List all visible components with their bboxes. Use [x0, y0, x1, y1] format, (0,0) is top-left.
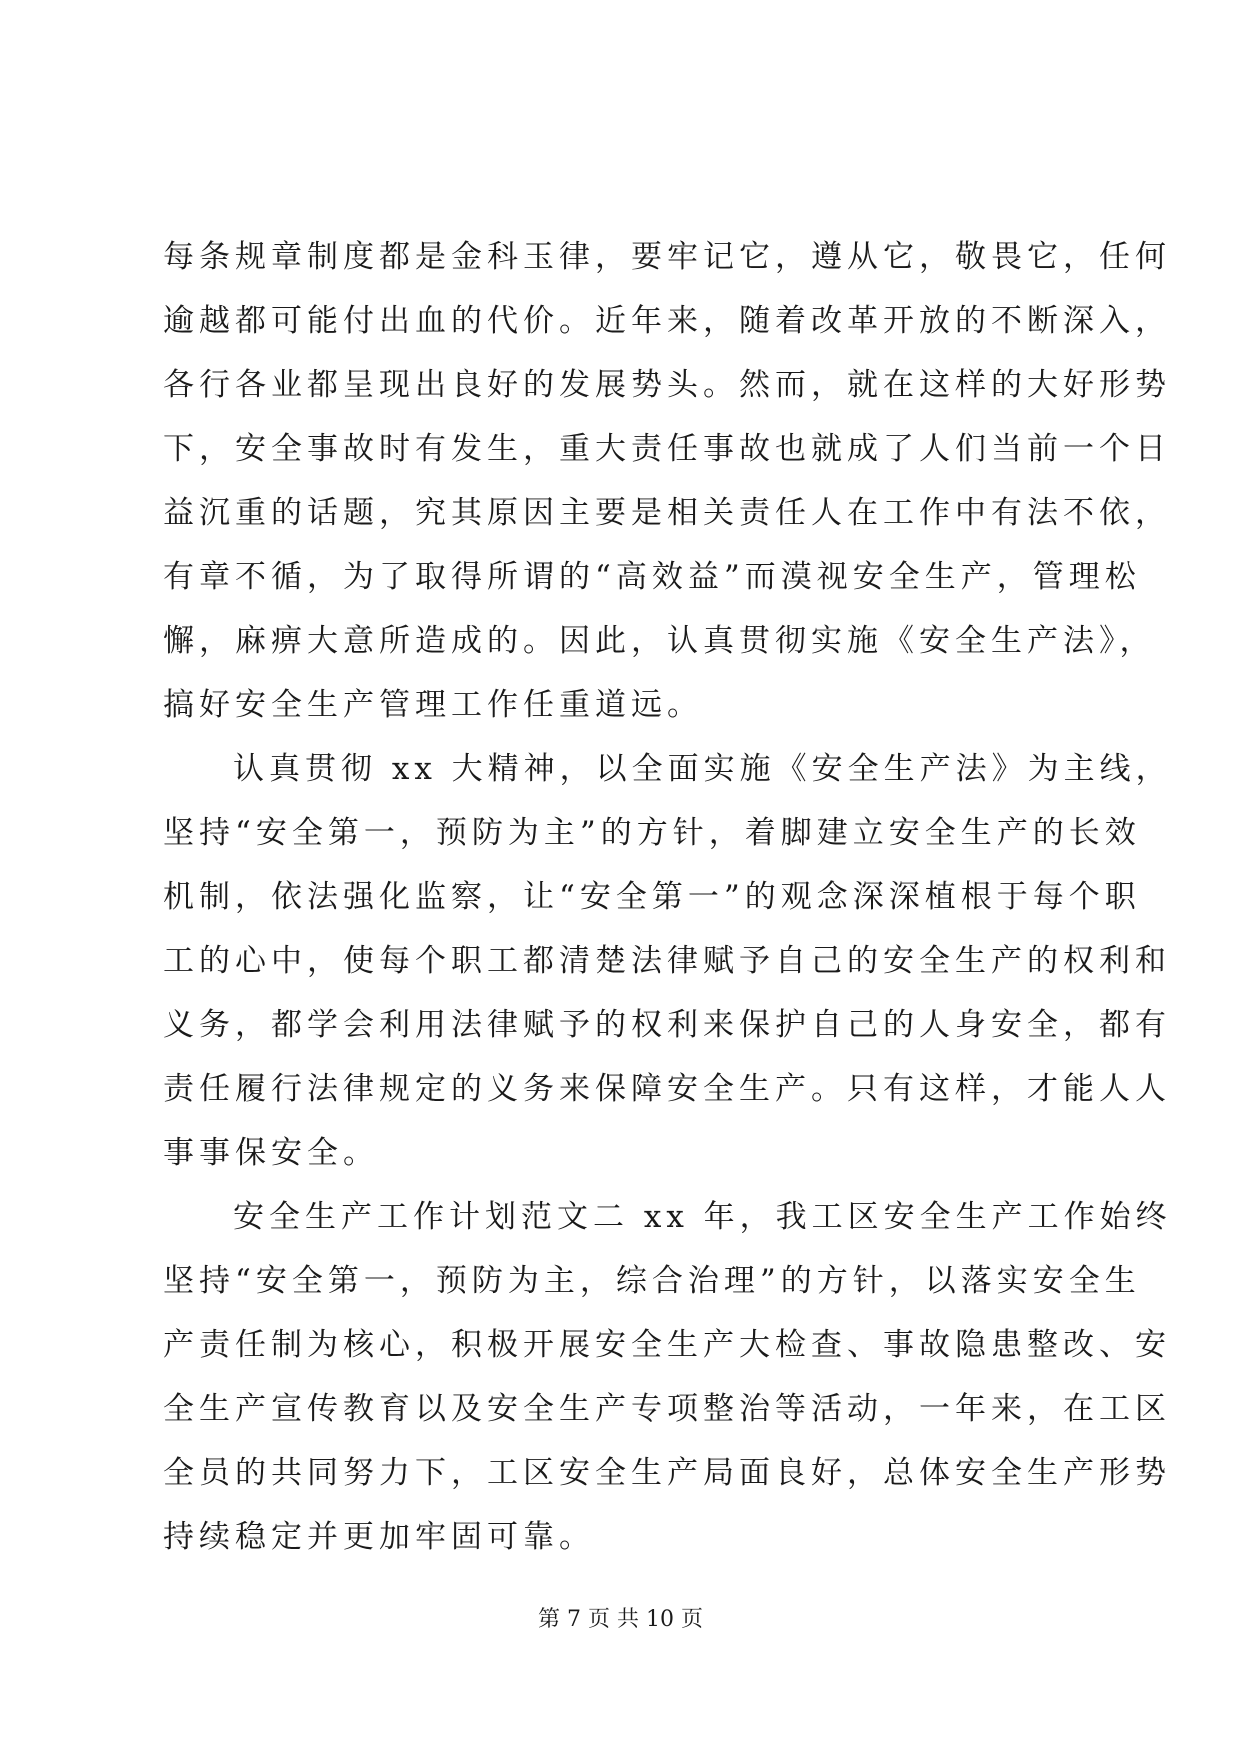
text-line: 懈，麻痹大意所造成的。因此，认真贯彻实施《安全生产法》，: [163, 623, 1156, 659]
text-line: 益沉重的话题，究其原因主要是相关责任人在工作中有法不依，: [163, 495, 1171, 531]
text-line: 每条规章制度都是金科玉律，要牢记它，遵从它，敬畏它，任何: [163, 239, 1171, 275]
page-footer: 第 7 页 共 10 页: [538, 1607, 703, 1632]
text-line: 全生产宣传教育以及安全生产专项整治等活动，一年来，在工区: [163, 1391, 1171, 1427]
text-line: 持续稳定并更加牢固可靠。: [163, 1519, 595, 1555]
text-line: 各行各业都呈现出良好的发展势头。然而，就在这样的大好形势: [163, 367, 1171, 403]
text-line: 认真贯彻 xx 大精神，以全面实施《安全生产法》为主线，: [233, 751, 1172, 787]
text-line: 事事保安全。: [163, 1135, 379, 1171]
text-line: 责任履行法律规定的义务来保障安全生产。只有这样，才能人人: [163, 1071, 1171, 1107]
text-line: 搞好安全生产管理工作任重道远。: [163, 687, 703, 723]
text-line: 逾越都可能付出血的代价。近年来，随着改革开放的不断深入，: [163, 303, 1171, 339]
text-line: 全员的共同努力下，工区安全生产局面良好，总体安全生产形势: [163, 1455, 1171, 1491]
text-line: 有章不循，为了取得所谓的“高效益”而漠视安全生产，管理松: [163, 559, 1141, 595]
text-line: 工的心中，使每个职工都清楚法律赋予自己的安全生产的权利和: [163, 943, 1171, 979]
text-line: 下，安全事故时有发生，重大责任事故也就成了人们当前一个日: [163, 431, 1171, 467]
text-line: 安全生产工作计划范文二 xx 年，我工区安全生产工作始终: [233, 1199, 1172, 1235]
text-line: 机制，依法强化监察，让“安全第一”的观念深深植根于每个职: [163, 879, 1141, 915]
text-line: 坚持“安全第一，预防为主”的方针，着脚建立安全生产的长效: [163, 815, 1141, 851]
text-line: 产责任制为核心，积极开展安全生产大检查、事故隐患整改、安: [163, 1327, 1171, 1363]
text-line: 坚持“安全第一，预防为主，综合治理”的方针，以落实安全生: [163, 1263, 1141, 1299]
text-line: 义务，都学会利用法律赋予的权利来保护自己的人身安全，都有: [163, 1007, 1171, 1043]
document-body: [163, 225, 1172, 1569]
